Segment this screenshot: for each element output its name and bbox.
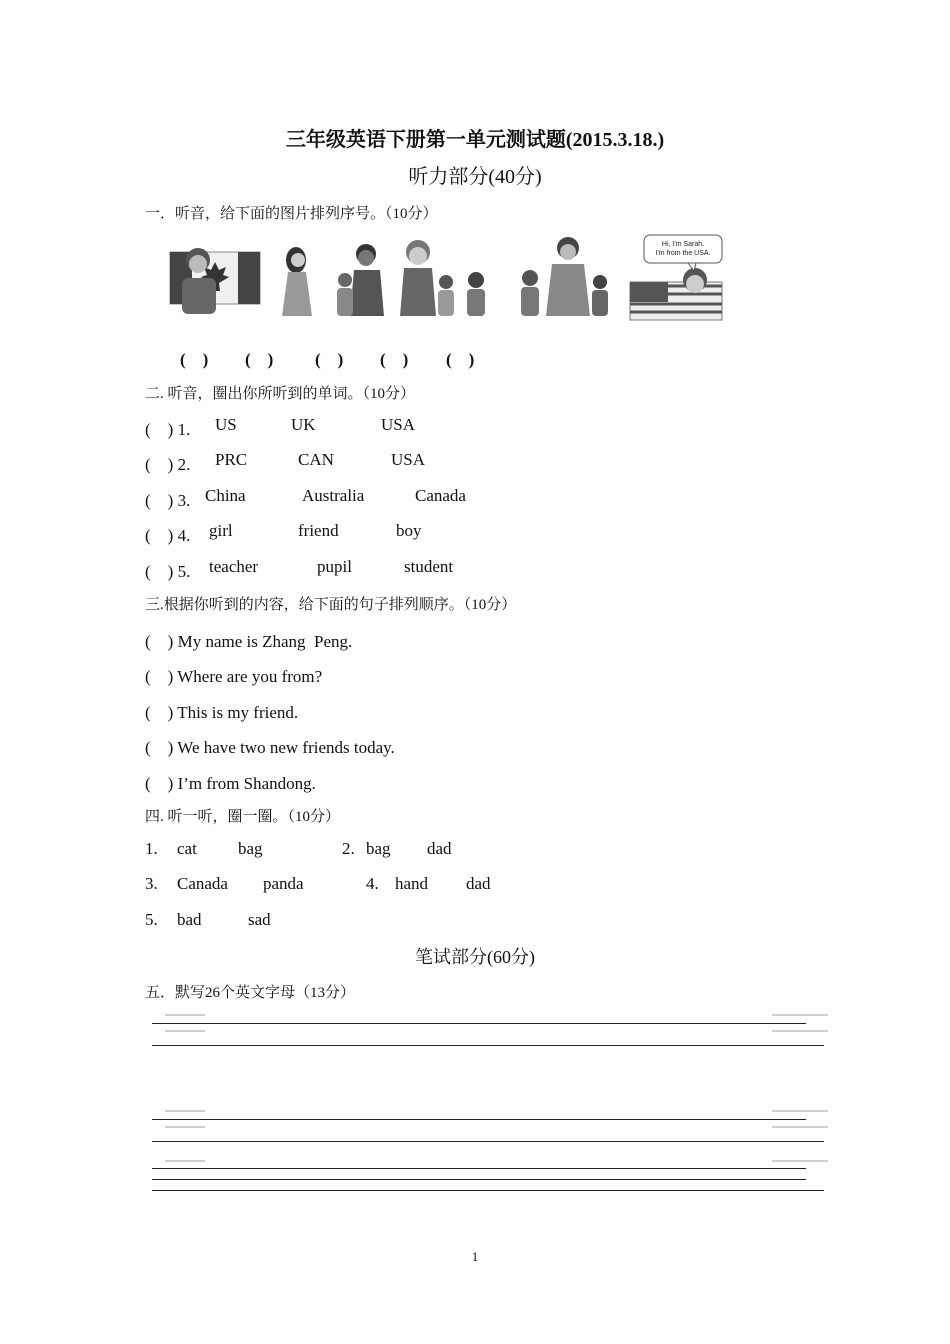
item-prefix[interactable]: ( ) 5. bbox=[145, 562, 191, 581]
item-prefix[interactable]: ( ) 3. bbox=[145, 491, 191, 510]
picture-girl-and-family bbox=[282, 244, 384, 316]
word-choice-item-2 bbox=[145, 450, 426, 474]
circle-row-3 bbox=[145, 910, 271, 934]
circle-row-1 bbox=[145, 839, 452, 863]
item-prefix[interactable]: ( ) 2. bbox=[145, 455, 191, 474]
section1-heading: 一．听音，给下面的图片排列序号。（10分） bbox=[145, 206, 438, 222]
word-option[interactable]: CAN bbox=[298, 450, 334, 469]
word-option[interactable]: dad bbox=[427, 839, 452, 858]
picture-canada-flag-boy bbox=[170, 248, 260, 314]
sentence-order-item-3[interactable]: ( ) This is my friend. bbox=[145, 703, 299, 722]
speech-bubble-line-2: I'm from the USA. bbox=[655, 250, 711, 257]
word-option[interactable]: bag bbox=[366, 839, 391, 858]
item-number: 4. bbox=[366, 874, 379, 893]
speech-bubble-line-1: Hi, I'm Sarah. bbox=[661, 241, 705, 248]
answer-blank-1[interactable]: ( ) bbox=[180, 350, 209, 369]
item-number: 1. bbox=[145, 839, 158, 858]
answer-blank-5[interactable]: ( ) bbox=[446, 350, 475, 369]
item-number: 5. bbox=[145, 910, 158, 929]
word-option[interactable]: boy bbox=[396, 521, 422, 540]
word-option[interactable]: hand bbox=[395, 874, 429, 893]
word-option[interactable]: girl bbox=[209, 521, 233, 540]
word-option[interactable]: student bbox=[404, 557, 454, 576]
word-option[interactable]: Canada bbox=[415, 486, 466, 505]
item-number: 3. bbox=[145, 874, 158, 893]
sentence-order-item-1[interactable]: ( ) My name is Zhang Peng. bbox=[145, 632, 353, 651]
word-option[interactable]: dad bbox=[466, 874, 491, 893]
sentence-order-item-4[interactable]: ( ) We have two new friends today. bbox=[145, 738, 395, 757]
word-choice-item-1 bbox=[145, 415, 416, 439]
word-option[interactable]: USA bbox=[391, 450, 426, 469]
word-option[interactable]: Canada bbox=[177, 874, 228, 893]
answer-blank-4[interactable]: ( ) bbox=[380, 350, 409, 369]
sentence-order-item-5[interactable]: ( ) I’m from Shandong. bbox=[145, 774, 316, 793]
word-option[interactable]: USA bbox=[381, 415, 416, 434]
word-option[interactable]: bag bbox=[238, 839, 263, 858]
answer-blank-2[interactable]: ( ) bbox=[245, 350, 274, 369]
section3-heading: 三.根据你听到的内容，给下面的句子排列顺序。（10分） bbox=[145, 597, 517, 613]
answer-blank-3[interactable]: ( ) bbox=[315, 350, 344, 369]
word-choice-item-3 bbox=[145, 486, 466, 510]
word-option[interactable]: friend bbox=[298, 521, 339, 540]
word-choice-item-5 bbox=[145, 557, 454, 581]
item-prefix[interactable]: ( ) 1. bbox=[145, 420, 191, 439]
picture-strip bbox=[168, 234, 728, 322]
picture-woman-with-children bbox=[400, 240, 485, 316]
word-option[interactable]: Australia bbox=[302, 486, 365, 505]
page-title: 三年级英语下册第一单元测试题(2015.3.18.) bbox=[285, 129, 665, 151]
word-option[interactable]: teacher bbox=[209, 557, 259, 576]
section2-heading: 二. 听音，圈出你所听到的单词。（10分） bbox=[145, 386, 416, 402]
word-option[interactable]: US bbox=[215, 415, 237, 434]
word-option[interactable]: UK bbox=[291, 415, 316, 434]
section4-heading: 四. 听一听，圈一圈。（10分） bbox=[145, 809, 341, 825]
item-prefix[interactable]: ( ) 4. bbox=[145, 526, 191, 545]
speech-bubble-text bbox=[645, 240, 721, 258]
word-option[interactable]: sad bbox=[248, 910, 271, 929]
word-option[interactable]: panda bbox=[263, 874, 304, 893]
sentence-order-item-2[interactable]: ( ) Where are you from? bbox=[145, 667, 323, 686]
word-option[interactable]: China bbox=[205, 486, 246, 505]
word-option[interactable]: cat bbox=[177, 839, 197, 858]
listening-heading: 听力部分(40分) bbox=[408, 166, 542, 188]
circle-row-2 bbox=[145, 874, 491, 898]
word-option[interactable]: PRC bbox=[215, 450, 248, 469]
word-option[interactable]: pupil bbox=[317, 557, 352, 576]
word-option[interactable]: bad bbox=[177, 910, 202, 929]
page-number: 1 bbox=[471, 1249, 479, 1264]
written-heading: 笔试部分(60分) bbox=[415, 947, 535, 967]
word-choice-item-4 bbox=[145, 521, 422, 545]
item-number: 2. bbox=[342, 839, 355, 858]
picture-man-with-children bbox=[521, 237, 608, 316]
section5-heading: 五．默写26个英文字母（13分） bbox=[145, 985, 356, 1001]
